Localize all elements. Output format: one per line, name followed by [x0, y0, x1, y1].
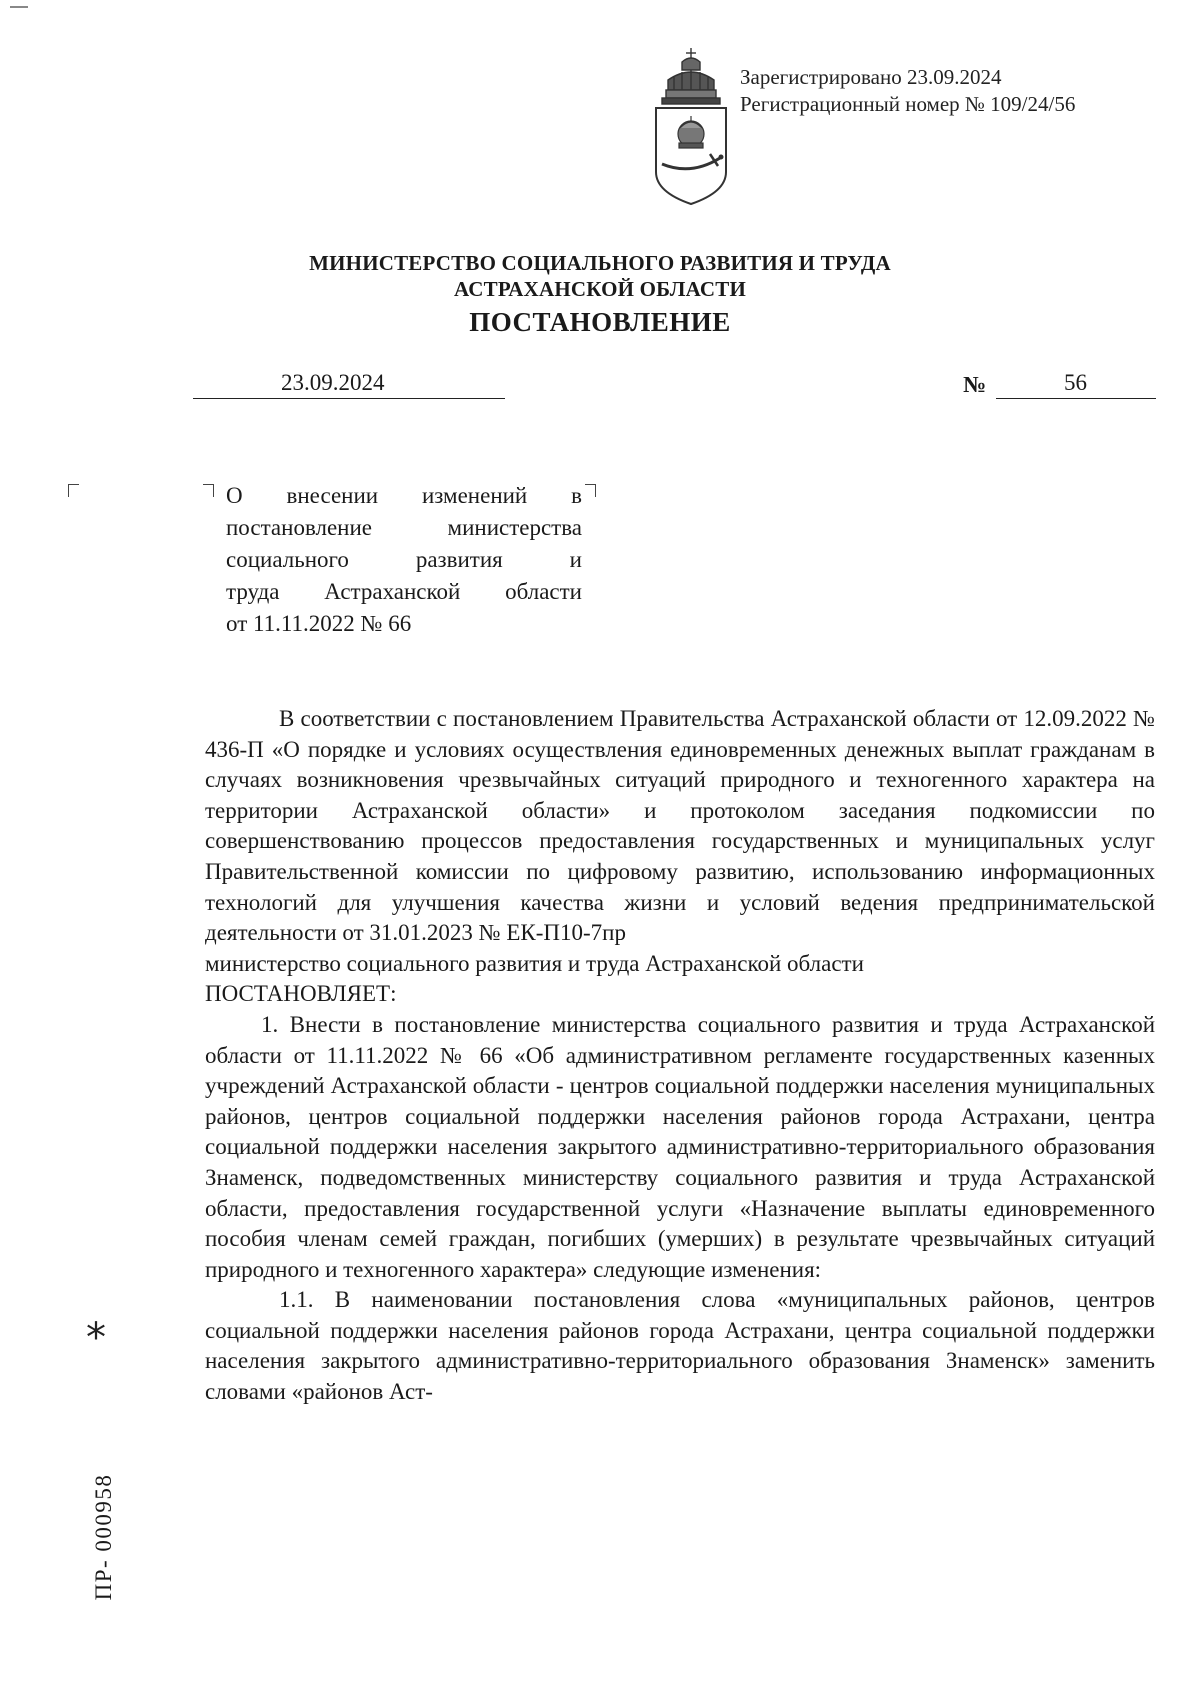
- title-line: от 11.11.2022 № 66: [226, 611, 412, 636]
- ministry-name-line2: АСТРАХАНСКОЙ ОБЛАСТИ: [453, 277, 747, 301]
- ministry-name-line1: МИНИСТЕРСТВО СОЦИАЛЬНОГО РАЗВИТИЯ И ТРУДА: [309, 251, 891, 275]
- registration-stamp: [740, 64, 1075, 118]
- registration-number: Регистрационный номер № 109/24/56: [740, 92, 1076, 116]
- registration-date: Зарегистрировано 23.09.2024: [740, 65, 1002, 89]
- authority-paragraph: министерство социального развития и труда Астраханской области: [205, 950, 864, 976]
- asterisk-mark: *: [86, 1315, 106, 1361]
- preamble-paragraph: В соответствии с постановлением Правительства Астраханской области от 12.09.2022 № 436-П «О порядке и условиях осуществления единовременных денежных выплат гражданам в случаях возникновения чрезвычайных ситуаций природного и техногенного характера на территории Астраханской области» и протоколом заседания подкомиссии по совершенствованию процессов предоставления государственных и муниципальных услуг Правительственной комиссии по цифровому развитию, использованию информационных технологий для улучшения качества жизни и условий ведения предпринимательской деятельности от 31.01.2023 № ЕК-П10-7пр: [205, 706, 1155, 946]
- document-type: ПОСТАНОВЛЕНИЕ: [469, 307, 731, 337]
- coat-of-arms-emblem: [652, 46, 730, 206]
- document-number-label: №: [963, 372, 987, 397]
- document-header: [0, 250, 1200, 340]
- title-line: социального развития и: [226, 547, 582, 572]
- title-line: О внесении изменений в: [226, 483, 582, 508]
- document-date-value: 23.09.2024: [281, 370, 385, 395]
- document-number: [996, 368, 1156, 399]
- document-title: [226, 480, 582, 640]
- scan-mark: [10, 6, 28, 8]
- document-number-value: 56: [1064, 370, 1087, 395]
- document-body: [205, 704, 1155, 1408]
- document-date: [193, 368, 505, 399]
- corner-bracket-mark: [68, 484, 79, 497]
- corner-bracket-mark: [203, 484, 214, 497]
- item-1-paragraph: 1. Внести в постановление министерства социального развития и труда Астраханской области от 11.11.2022 № 66 «Об административном регламенте государственных казенных учреждений Астраханской области - центров социальной поддержки населения муниципальных районов, центров социальной поддержки населения районов города Астрахани, центра социальной поддержки населения закрытого административно-территориального образования Знаменск, подведомственных министерству социального развития и труда Астраханской области, предоставления государственной услуги «Назначение выплаты единовременного пособия членам семей граждан, погибших (умерших) в результате чрезвычайных ситуаций природного и техногенного характера» следующие изменения:: [205, 1011, 1155, 1282]
- title-line: постановление министерства: [226, 515, 582, 540]
- title-line: труда Астраханской области: [226, 579, 582, 604]
- corner-bracket-mark: [585, 484, 596, 497]
- resolves-word: ПОСТАНОВЛЯЕТ:: [205, 981, 397, 1007]
- side-document-code: ПР- 000958: [91, 1473, 116, 1601]
- item-1-1-paragraph: 1.1. В наименовании постановления слова «муниципальных районов, центров социальной поддержки населения районов города Астрахани, центра социальной поддержки населения закрытого административно-территориального образования Знаменск» заменить словами «районов Аст-: [205, 1287, 1155, 1405]
